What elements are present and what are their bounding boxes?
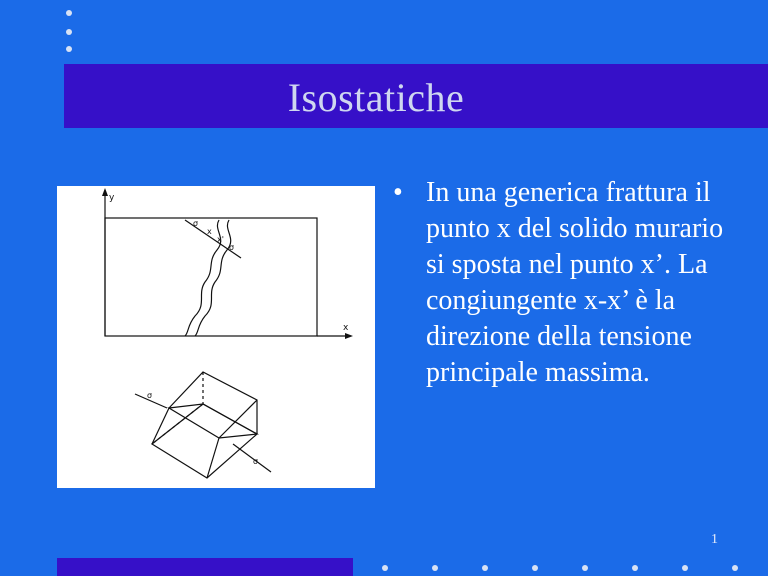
title-bar	[64, 64, 768, 128]
fracture-figure	[57, 186, 375, 488]
decor-dot	[532, 565, 538, 571]
slide-title: Isostatiche	[287, 75, 465, 120]
fracture-diagram	[57, 186, 375, 488]
point-x-label: x	[207, 227, 212, 236]
decor-dot	[66, 10, 72, 16]
point-x-prime-label: x'	[217, 235, 224, 244]
footer-bar	[57, 558, 353, 576]
stress-cube	[135, 372, 271, 478]
x-axis-label: x	[343, 323, 349, 333]
decor-dot	[66, 46, 72, 52]
decor-dot	[582, 565, 588, 571]
bullet-text: In una generica frattura il punto x del solido murario si sposta nel punto x’. La congiungente x-x’ è la direzione della tensione principale massima.	[426, 177, 724, 388]
x-axis-arrow	[345, 333, 353, 339]
sigma-label: σ	[229, 243, 235, 252]
decor-dot	[382, 565, 388, 571]
y-axis-label: y	[109, 193, 115, 203]
decor-dot	[682, 565, 688, 571]
decor-dot	[632, 565, 638, 571]
stress-arrow-line	[233, 444, 271, 472]
decor-dot	[432, 565, 438, 571]
decor-dot	[482, 565, 488, 571]
decor-dot	[732, 565, 738, 571]
page-number: 1	[711, 532, 718, 547]
sigma-label: σ	[193, 219, 199, 228]
fracture-line	[195, 220, 231, 336]
decor-dot	[66, 29, 72, 35]
bullet-symbol: •	[393, 177, 403, 208]
cube-sigma-label: σ	[147, 391, 153, 400]
cube-sigma-label: σ	[253, 457, 259, 466]
y-axis-arrow	[102, 188, 108, 196]
